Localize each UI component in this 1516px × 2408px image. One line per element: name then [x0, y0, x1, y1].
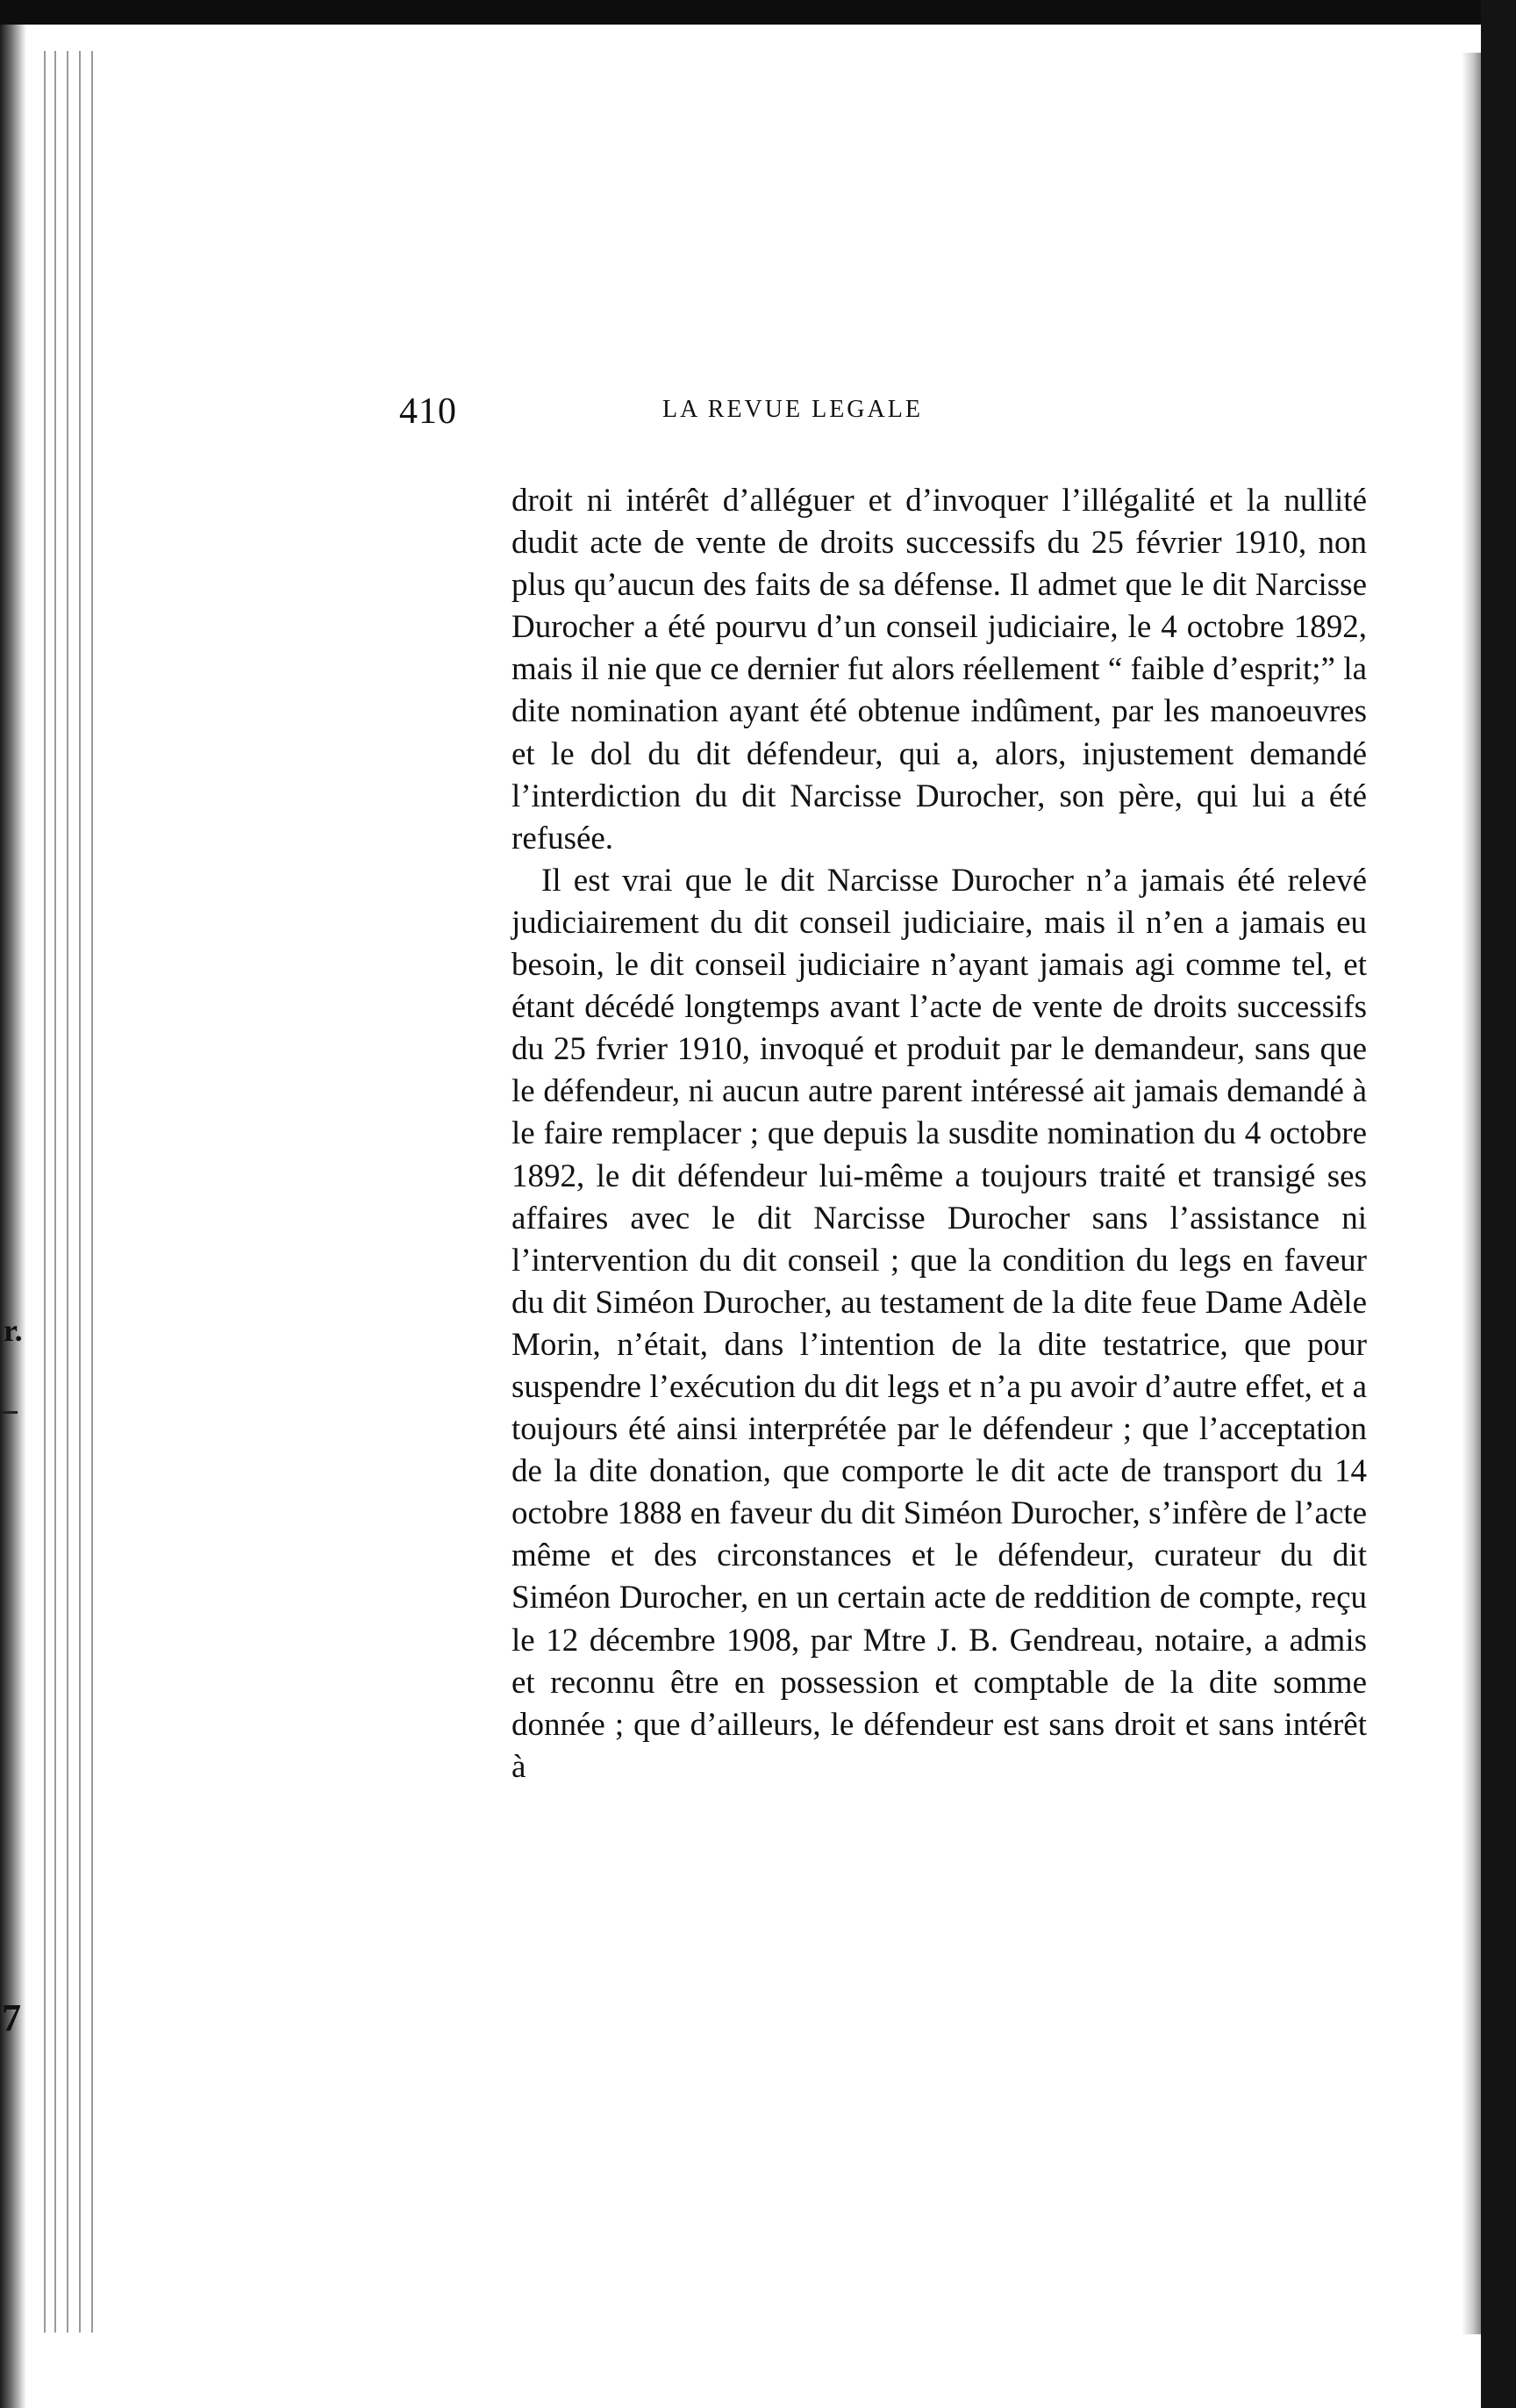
page-edge-line	[44, 51, 46, 2333]
running-title: LA REVUE LEGALE	[662, 396, 923, 423]
paragraph: Il est vrai que le dit Narcisse Durocher n’a jamais été relevé judiciairement du dit conseil judiciaire, mais il n’en a jamais eu besoin, le dit conseil judiciaire n’ayant jamais agi comme tel, et étant décédé longtemps avant l’acte de vente de droits successifs du 25 fvrier 1910, invoqué et produit par le demandeur, sans que le défendeur, ni aucun autre parent intéressé ait jamais demandé à le faire remplacer ; que depuis la susdite nomination du 4 octobre 1892, le dit défendeur lui-même a toujours traité et transigé ses affaires avec le dit Narcisse Durocher sans l’assistance ni l’intervention du dit conseil ; que la condition du legs en faveur du dit Siméon Durocher, au testament de la dite feue Dame Adèle Morin, n’était, dans l’intention de la dite testatrice, que pour suspendre l’exécution du dit legs et n’a pu avoir d’autre effet, et a toujours été ainsi interprétée par le défendeur ; que l’acceptation de la dite donation, que comporte le dit acte de transport du 14 octobre 1888 en faveur du dit Siméon Durocher, s’infère de l’acte même et des circonstances et le défendeur, curateur du dit Siméon Durocher, en un certain acte de reddition de compte, reçu le 12 décembre 1908, par Mtre J. B. Gendreau, notaire, a admis et reconnu être en possession et comptable de la dite somme donnée ; que d’ailleurs, le défendeur est sans droit et sans intérêt à	[511, 862, 1367, 1785]
page-edge-line	[91, 51, 93, 2333]
page-number: 410	[399, 391, 457, 432]
paragraph: droit ni intérêt d’alléguer et d’invoquer l’illégalité et la nullité dudit acte de vente de droits successifs du 25 février 1910, non plus qu’aucun des faits de sa défense. Il admet que le dit Narcisse Durocher a été pourvu d’un conseil judiciaire, le 4 octobre 1892, mais il nie que ce dernier fut alors réellement “ faible d’esprit;” la dite nomination ayant été obtenue indûment, par les manoeuvres et le dol du dit défendeur, qui a, alors, injustement demandé l’interdiction du dit Narcisse Durocher, son père, qui lui a été refusée.	[511, 483, 1367, 856]
scan-right-border	[1481, 0, 1516, 2408]
page-edge-line	[54, 51, 56, 2333]
page-stack-shadow	[0, 25, 26, 2408]
binding-gutter-shadow	[1462, 53, 1481, 2334]
body-text	[511, 480, 1367, 1788]
page-edge-line	[67, 51, 68, 2333]
running-head	[399, 391, 1347, 443]
page-edge-line	[79, 51, 81, 2333]
left-edge-rule	[0, 1411, 18, 1414]
scan-top-border	[0, 0, 1516, 25]
left-edge-text-fragment: 7	[2, 1996, 21, 2039]
left-edge-text-fragment: r.	[4, 1313, 23, 1348]
adjacent-page-edges	[0, 25, 110, 2408]
